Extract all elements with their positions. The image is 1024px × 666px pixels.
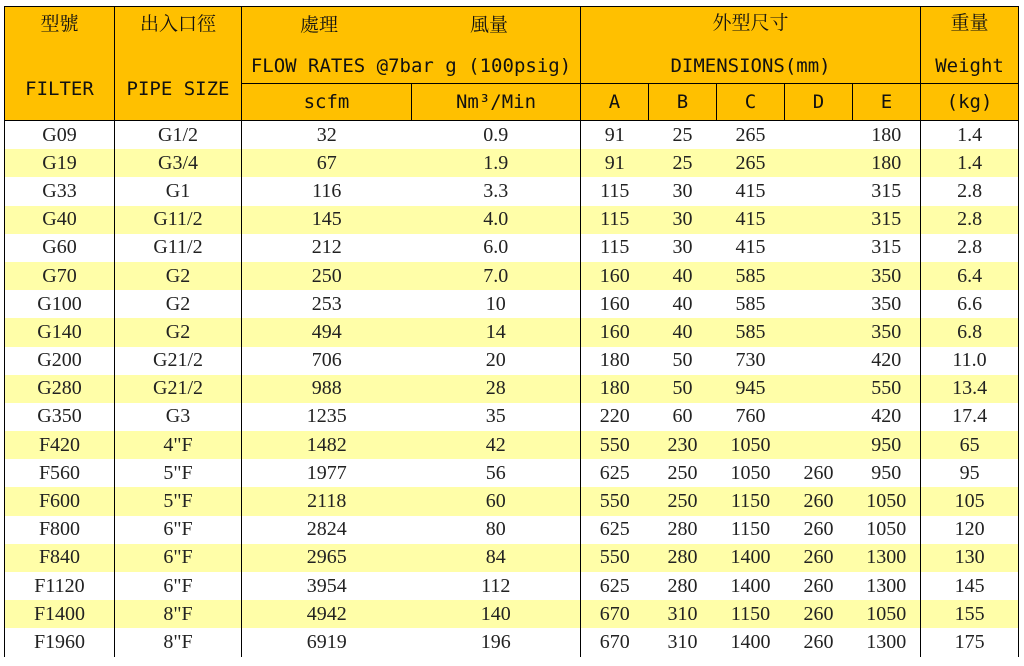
weight-cell: 6.4 xyxy=(921,262,1019,290)
table-row xyxy=(5,177,1019,205)
pipe-size-cell: G11/2 xyxy=(115,206,242,234)
dim-a-cell: 180 xyxy=(581,347,649,375)
nm3-cell: 60 xyxy=(412,487,581,515)
table-row xyxy=(5,600,1019,628)
dim-c-cell: 730 xyxy=(717,347,785,375)
weight-cell: 105 xyxy=(921,487,1019,515)
weight-cell: 2.8 xyxy=(921,177,1019,205)
scfm-cell: 2118 xyxy=(242,487,412,515)
dim-b-cell: 250 xyxy=(649,487,717,515)
dim-b-cell: 310 xyxy=(649,600,717,628)
dim-a-cell: 91 xyxy=(581,121,649,150)
pipe-size-cell: 8"F xyxy=(115,600,242,628)
nm3-cell: 14 xyxy=(412,318,581,346)
dim-b-cell: 25 xyxy=(649,149,717,177)
dim-a-cell: 115 xyxy=(581,206,649,234)
table-row xyxy=(5,431,1019,459)
filter-cell: G350 xyxy=(5,403,115,431)
filter-cell: F600 xyxy=(5,487,115,515)
scfm-cell: 988 xyxy=(242,375,412,403)
filter-cell: F420 xyxy=(5,431,115,459)
dim-c-cell: 945 xyxy=(717,375,785,403)
filter-cell: G70 xyxy=(5,262,115,290)
dim-e-cell: 1050 xyxy=(853,516,921,544)
dim-d-header: D xyxy=(785,84,853,121)
table-row xyxy=(5,347,1019,375)
dim-d-cell: 260 xyxy=(785,459,853,487)
pipe-size-cell: G2 xyxy=(115,318,242,346)
table-row xyxy=(5,206,1019,234)
dim-b-cell: 40 xyxy=(649,290,717,318)
dim-d-cell: 260 xyxy=(785,600,853,628)
dim-e-cell: 315 xyxy=(853,234,921,262)
pipe-size-cell: G3 xyxy=(115,403,242,431)
dim-e-cell: 1050 xyxy=(853,487,921,515)
pipe-size-header xyxy=(115,7,242,121)
dim-a-cell: 550 xyxy=(581,544,649,572)
dim-e-cell: 1300 xyxy=(853,544,921,572)
dim-d-cell xyxy=(785,347,853,375)
nm3-cell: 42 xyxy=(412,431,581,459)
dim-e-cell: 350 xyxy=(853,318,921,346)
dim-d-cell: 260 xyxy=(785,572,853,600)
filter-cell: G60 xyxy=(5,234,115,262)
nm3-cell: 35 xyxy=(412,403,581,431)
scfm-cell: 145 xyxy=(242,206,412,234)
dim-b-cell: 50 xyxy=(649,375,717,403)
dim-b-header: B xyxy=(649,84,717,121)
dim-d-cell: 260 xyxy=(785,516,853,544)
nm3-cell: 140 xyxy=(412,600,581,628)
dim-c-cell: 1050 xyxy=(717,431,785,459)
dim-d-cell xyxy=(785,375,853,403)
dim-e-cell: 950 xyxy=(853,459,921,487)
dim-a-header: A xyxy=(581,84,649,121)
dim-c-cell: 1400 xyxy=(717,572,785,600)
pipe-size-cell: 4"F xyxy=(115,431,242,459)
dim-a-cell: 115 xyxy=(581,177,649,205)
table-row xyxy=(5,375,1019,403)
dim-a-cell: 220 xyxy=(581,403,649,431)
nm3-cell: 80 xyxy=(412,516,581,544)
pipe-size-cell: G21/2 xyxy=(115,375,242,403)
dim-c-cell: 1050 xyxy=(717,459,785,487)
dim-b-cell: 40 xyxy=(649,262,717,290)
dim-b-cell: 250 xyxy=(649,459,717,487)
table-row xyxy=(5,403,1019,431)
dim-e-cell: 550 xyxy=(853,375,921,403)
pipe-size-cell: 6"F xyxy=(115,572,242,600)
dim-e-cell: 180 xyxy=(853,121,921,150)
dim-b-cell: 50 xyxy=(649,347,717,375)
scfm-cell: 32 xyxy=(242,121,412,150)
scfm-cell: 250 xyxy=(242,262,412,290)
dim-e-cell: 420 xyxy=(853,347,921,375)
dim-c-cell: 265 xyxy=(717,149,785,177)
dim-d-cell: 260 xyxy=(785,628,853,656)
pipe-size-cell: 6"F xyxy=(115,516,242,544)
dim-a-cell: 160 xyxy=(581,318,649,346)
scfm-cell: 1235 xyxy=(242,403,412,431)
nm3-cell: 10 xyxy=(412,290,581,318)
weight-cell: 17.4 xyxy=(921,403,1019,431)
dim-b-cell: 40 xyxy=(649,318,717,346)
weight-cell: 6.6 xyxy=(921,290,1019,318)
scfm-cell: 6919 xyxy=(242,628,412,656)
table-row xyxy=(5,149,1019,177)
weight-header-en: Weight xyxy=(935,55,1004,78)
nm3-cell: 6.0 xyxy=(412,234,581,262)
table-row xyxy=(5,516,1019,544)
dim-e-cell: 180 xyxy=(853,149,921,177)
weight-cell: 1.4 xyxy=(921,121,1019,150)
dim-d-cell xyxy=(785,149,853,177)
nm3-cell: 84 xyxy=(412,544,581,572)
dim-d-cell xyxy=(785,290,853,318)
dim-b-cell: 60 xyxy=(649,403,717,431)
weight-cell: 155 xyxy=(921,600,1019,628)
flow-rates-header xyxy=(242,7,581,84)
table-row xyxy=(5,121,1019,150)
dimensions-header-zh: 外型尺寸 xyxy=(712,12,789,34)
dim-d-cell xyxy=(785,318,853,346)
dim-a-cell: 160 xyxy=(581,262,649,290)
dim-c-header: C xyxy=(717,84,785,121)
dim-a-cell: 550 xyxy=(581,431,649,459)
pipe-size-cell: 8"F xyxy=(115,628,242,656)
weight-cell: 2.8 xyxy=(921,234,1019,262)
weight-cell: 6.8 xyxy=(921,318,1019,346)
dim-b-cell: 30 xyxy=(649,234,717,262)
dim-d-cell xyxy=(785,206,853,234)
pipe-size-cell: G3/4 xyxy=(115,149,242,177)
dim-d-cell xyxy=(785,121,853,150)
weight-header xyxy=(921,7,1019,84)
dim-a-cell: 670 xyxy=(581,628,649,656)
pipe-size-cell: 5"F xyxy=(115,487,242,515)
nm3-cell: 3.3 xyxy=(412,177,581,205)
weight-cell: 175 xyxy=(921,628,1019,656)
dim-b-cell: 30 xyxy=(649,177,717,205)
dim-e-cell: 350 xyxy=(853,290,921,318)
dim-a-cell: 625 xyxy=(581,459,649,487)
table-row xyxy=(5,290,1019,318)
filter-cell: F840 xyxy=(5,544,115,572)
weight-cell: 145 xyxy=(921,572,1019,600)
pipe-size-cell: 6"F xyxy=(115,544,242,572)
dim-e-cell: 420 xyxy=(853,403,921,431)
scfm-cell: 1482 xyxy=(242,431,412,459)
dim-a-cell: 160 xyxy=(581,290,649,318)
dim-d-cell: 260 xyxy=(785,487,853,515)
table-row xyxy=(5,544,1019,572)
nm3-header: Nm³/Min xyxy=(412,84,581,121)
dim-b-cell: 25 xyxy=(649,121,717,150)
dim-b-cell: 30 xyxy=(649,206,717,234)
dim-c-cell: 585 xyxy=(717,262,785,290)
nm3-cell: 1.9 xyxy=(412,149,581,177)
filter-cell: F1120 xyxy=(5,572,115,600)
dim-c-cell: 265 xyxy=(717,121,785,150)
dim-a-cell: 91 xyxy=(581,149,649,177)
dim-e-header: E xyxy=(853,84,921,121)
table-row xyxy=(5,262,1019,290)
dim-c-cell: 1150 xyxy=(717,487,785,515)
weight-cell: 11.0 xyxy=(921,347,1019,375)
dim-a-cell: 115 xyxy=(581,234,649,262)
scfm-cell: 212 xyxy=(242,234,412,262)
dim-b-cell: 280 xyxy=(649,516,717,544)
dim-c-cell: 415 xyxy=(717,206,785,234)
filter-cell: G19 xyxy=(5,149,115,177)
table-body xyxy=(5,121,1019,657)
dim-b-cell: 310 xyxy=(649,628,717,656)
flow-header-zh-right: 風量 xyxy=(470,14,509,36)
dim-c-cell: 760 xyxy=(717,403,785,431)
dim-c-cell: 1150 xyxy=(717,516,785,544)
dim-e-cell: 1300 xyxy=(853,572,921,600)
dim-a-cell: 625 xyxy=(581,572,649,600)
nm3-cell: 0.9 xyxy=(412,121,581,150)
dim-c-cell: 585 xyxy=(717,318,785,346)
spec-table xyxy=(4,6,1019,657)
dimensions-header xyxy=(581,7,921,84)
dim-e-cell: 350 xyxy=(853,262,921,290)
model-header xyxy=(5,7,115,121)
pipe-size-header-en: PIPE SIZE xyxy=(126,77,230,100)
nm3-cell: 196 xyxy=(412,628,581,656)
filter-cell: F1400 xyxy=(5,600,115,628)
table-row xyxy=(5,459,1019,487)
filter-cell: G200 xyxy=(5,347,115,375)
pipe-size-cell: G1 xyxy=(115,177,242,205)
weight-cell: 65 xyxy=(921,431,1019,459)
pipe-size-cell: 5"F xyxy=(115,459,242,487)
scfm-cell: 67 xyxy=(242,149,412,177)
filter-cell: G09 xyxy=(5,121,115,150)
dim-d-cell xyxy=(785,234,853,262)
dim-b-cell: 280 xyxy=(649,572,717,600)
scfm-cell: 494 xyxy=(242,318,412,346)
pipe-size-cell: G2 xyxy=(115,262,242,290)
filter-cell: F1960 xyxy=(5,628,115,656)
weight-unit-header: (kg) xyxy=(921,84,1019,121)
flow-header-zh-left: 處理 xyxy=(300,14,339,36)
nm3-cell: 112 xyxy=(412,572,581,600)
table-row xyxy=(5,487,1019,515)
model-header-zh: 型號 xyxy=(40,12,79,35)
dim-c-cell: 1400 xyxy=(717,628,785,656)
dim-e-cell: 315 xyxy=(853,177,921,205)
scfm-cell: 3954 xyxy=(242,572,412,600)
table-row xyxy=(5,234,1019,262)
weight-cell: 13.4 xyxy=(921,375,1019,403)
dim-b-cell: 280 xyxy=(649,544,717,572)
dim-c-cell: 415 xyxy=(717,177,785,205)
dim-a-cell: 550 xyxy=(581,487,649,515)
dim-b-cell: 230 xyxy=(649,431,717,459)
dim-d-cell xyxy=(785,431,853,459)
pipe-size-cell: G11/2 xyxy=(115,234,242,262)
dim-d-cell: 260 xyxy=(785,544,853,572)
filter-cell: F800 xyxy=(5,516,115,544)
pipe-size-cell: G2 xyxy=(115,290,242,318)
weight-cell: 1.4 xyxy=(921,149,1019,177)
dim-e-cell: 950 xyxy=(853,431,921,459)
weight-header-zh: 重量 xyxy=(950,12,989,34)
dim-e-cell: 1050 xyxy=(853,600,921,628)
dim-a-cell: 180 xyxy=(581,375,649,403)
pipe-size-cell: G1/2 xyxy=(115,121,242,150)
scfm-cell: 706 xyxy=(242,347,412,375)
table-row xyxy=(5,318,1019,346)
filter-cell: G100 xyxy=(5,290,115,318)
scfm-header: scfm xyxy=(242,84,412,121)
filter-cell: G40 xyxy=(5,206,115,234)
dim-d-cell xyxy=(785,177,853,205)
filter-cell: G33 xyxy=(5,177,115,205)
weight-cell: 95 xyxy=(921,459,1019,487)
dimensions-header-en: DIMENSIONS(mm) xyxy=(670,55,831,78)
dim-c-cell: 1150 xyxy=(717,600,785,628)
dim-c-cell: 585 xyxy=(717,290,785,318)
table-row xyxy=(5,628,1019,656)
scfm-cell: 116 xyxy=(242,177,412,205)
dim-d-cell xyxy=(785,403,853,431)
nm3-cell: 7.0 xyxy=(412,262,581,290)
pipe-size-header-zh: 出入口徑 xyxy=(139,12,216,35)
dim-c-cell: 1400 xyxy=(717,544,785,572)
nm3-cell: 56 xyxy=(412,459,581,487)
weight-cell: 120 xyxy=(921,516,1019,544)
dim-c-cell: 415 xyxy=(717,234,785,262)
dim-e-cell: 1300 xyxy=(853,628,921,656)
weight-cell: 2.8 xyxy=(921,206,1019,234)
filter-cell: G140 xyxy=(5,318,115,346)
filter-cell: G280 xyxy=(5,375,115,403)
flow-header-en: FLOW RATES @7bar g (100psig) xyxy=(250,55,572,78)
dim-a-cell: 625 xyxy=(581,516,649,544)
nm3-cell: 4.0 xyxy=(412,206,581,234)
scfm-cell: 2824 xyxy=(242,516,412,544)
weight-cell: 130 xyxy=(921,544,1019,572)
scfm-cell: 2965 xyxy=(242,544,412,572)
model-header-en: FILTER xyxy=(25,77,94,100)
filter-cell: F560 xyxy=(5,459,115,487)
pipe-size-cell: G21/2 xyxy=(115,347,242,375)
dim-d-cell xyxy=(785,262,853,290)
nm3-cell: 20 xyxy=(412,347,581,375)
scfm-cell: 253 xyxy=(242,290,412,318)
scfm-cell: 1977 xyxy=(242,459,412,487)
dim-a-cell: 670 xyxy=(581,600,649,628)
table-row xyxy=(5,572,1019,600)
nm3-cell: 28 xyxy=(412,375,581,403)
dim-e-cell: 315 xyxy=(853,206,921,234)
scfm-cell: 4942 xyxy=(242,600,412,628)
